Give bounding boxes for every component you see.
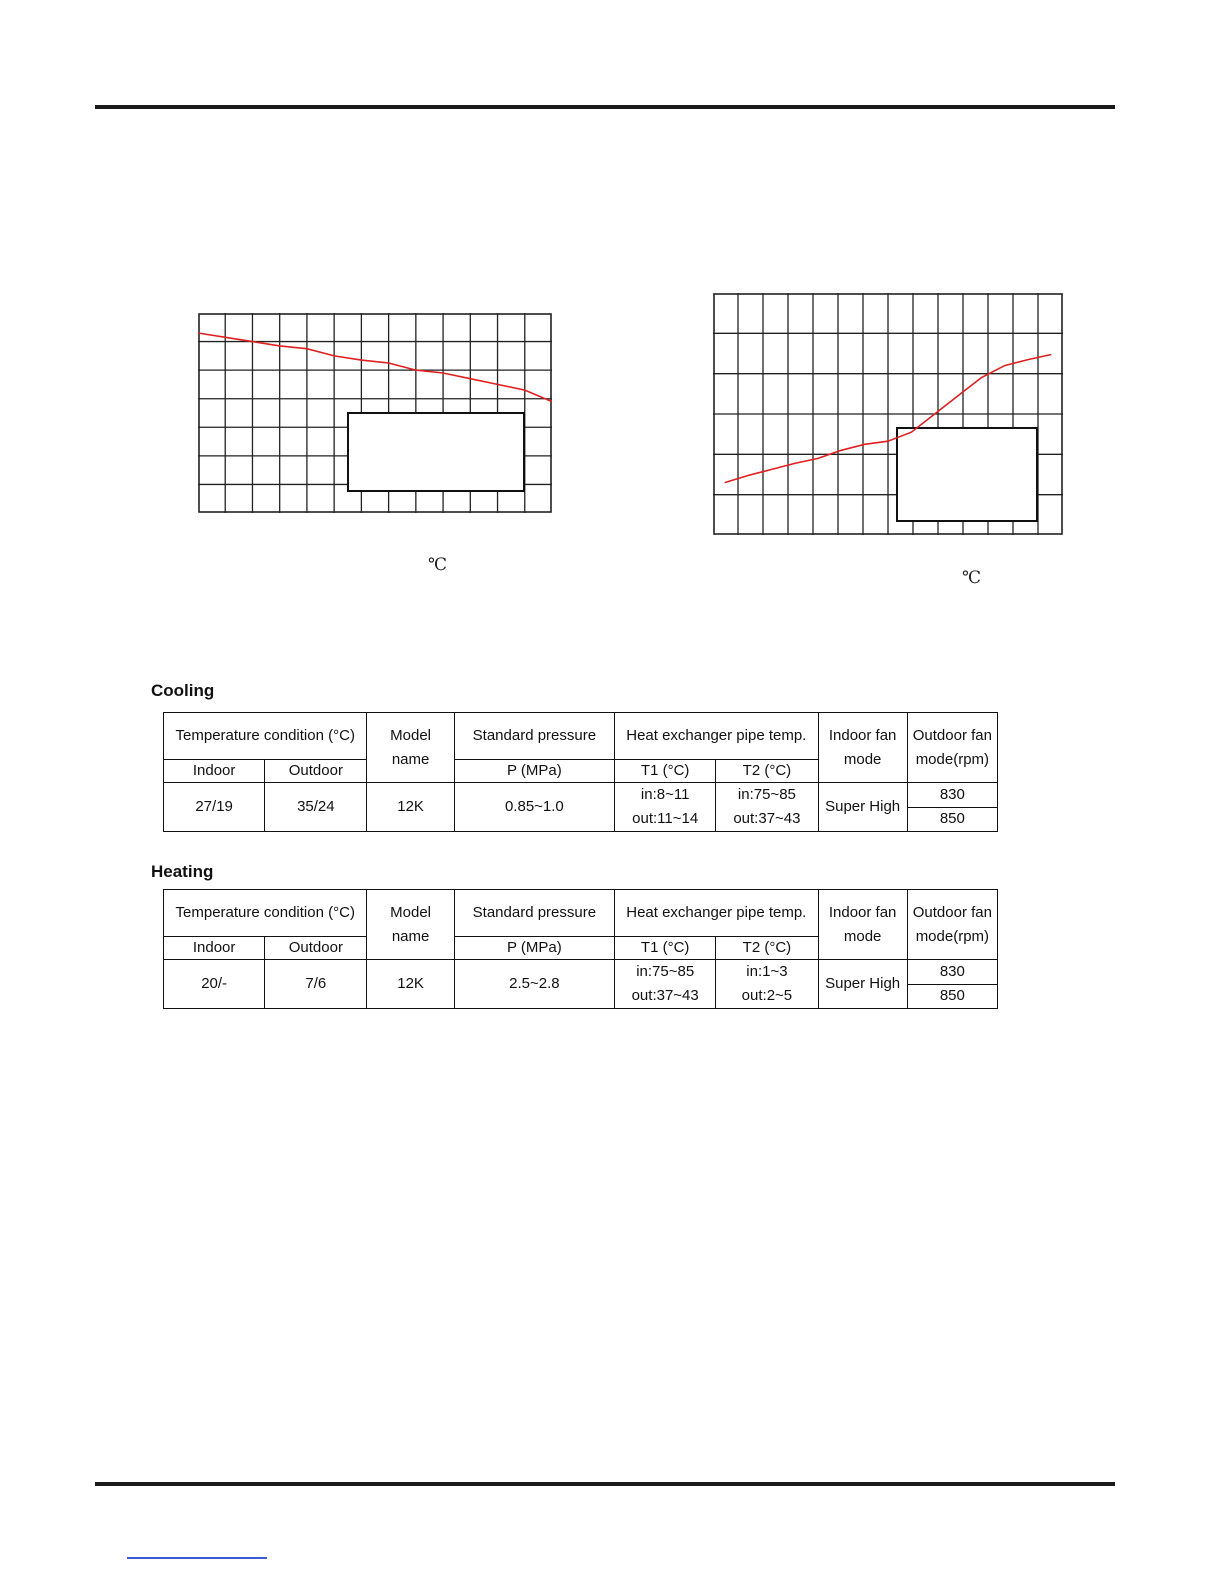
cell-rpm-1: 830 [907,783,997,808]
header-indoor-fan-mode: Indoor fan mode [818,890,907,960]
top-rule [95,105,1115,109]
cooling-title: Cooling [151,681,215,700]
cell-outdoor: 35/24 [265,783,367,832]
header-standard-pressure: Standard pressure [454,713,614,760]
header-pipe-temp: Heat exchanger pipe temp. [615,890,818,937]
cell-rpm-2: 850 [907,807,997,832]
cooling-curve-svg [198,313,552,513]
cooling-table [163,712,998,832]
footer-link-underline [127,1557,267,1559]
series-line [198,333,552,402]
header-temperature-condition: Temperature condition (°C) [164,713,367,760]
heating-curve-chart [713,293,1063,535]
chart2-unit-label: ℃ [962,568,982,588]
header-indoor: Indoor [164,937,265,960]
header-outdoor-fan-mode: Outdoor fan mode(rpm) [907,713,997,783]
table-row [164,960,998,985]
cell-pressure: 0.85~1.0 [454,783,614,832]
header-indoor: Indoor [164,760,265,783]
header-t2: T2 (°C) [716,937,818,960]
heating-title: Heating [151,862,214,881]
cell-indoor: 27/19 [164,783,265,832]
header-outdoor-fan-mode: Outdoor fan mode(rpm) [907,890,997,960]
cell-model: 12K [367,960,454,1009]
cell-fan-mode: Super High [818,960,907,1009]
cell-t2: in:75~85 out:37~43 [716,783,818,832]
table-row [164,713,998,760]
cell-pressure: 2.5~2.8 [454,960,614,1009]
cell-t1: in:75~85 out:37~43 [615,960,716,1009]
cell-indoor: 20/- [164,960,265,1009]
header-indoor-fan-mode: Indoor fan mode [818,713,907,783]
bottom-rule [95,1482,1115,1486]
table-row [164,890,998,937]
cell-t1: in:8~11 out:11~14 [615,783,716,832]
heating-table [163,889,998,1009]
header-model-name: Model name [367,890,454,960]
header-t1: T1 (°C) [615,760,716,783]
legend-box [348,413,524,491]
legend-box [897,428,1037,521]
cell-model: 12K [367,783,454,832]
cell-outdoor: 7/6 [265,960,367,1009]
cell-rpm-1: 830 [907,960,997,985]
header-pressure-unit: P (MPa) [454,937,614,960]
header-t2: T2 (°C) [716,760,818,783]
cell-fan-mode: Super High [818,783,907,832]
cell-t2: in:1~3 out:2~5 [716,960,818,1009]
chart1-unit-label: ℃ [428,555,448,575]
header-pipe-temp: Heat exchanger pipe temp. [615,713,818,760]
header-outdoor: Outdoor [265,760,367,783]
header-t1: T1 (°C) [615,937,716,960]
header-standard-pressure: Standard pressure [454,890,614,937]
cooling-curve-chart [198,313,552,513]
table-row [164,783,998,808]
cell-rpm-2: 850 [907,984,997,1009]
header-temperature-condition: Temperature condition (°C) [164,890,367,937]
header-outdoor: Outdoor [265,937,367,960]
heating-curve-svg [713,293,1063,535]
header-model-name: Model name [367,713,454,783]
header-pressure-unit: P (MPa) [454,760,614,783]
